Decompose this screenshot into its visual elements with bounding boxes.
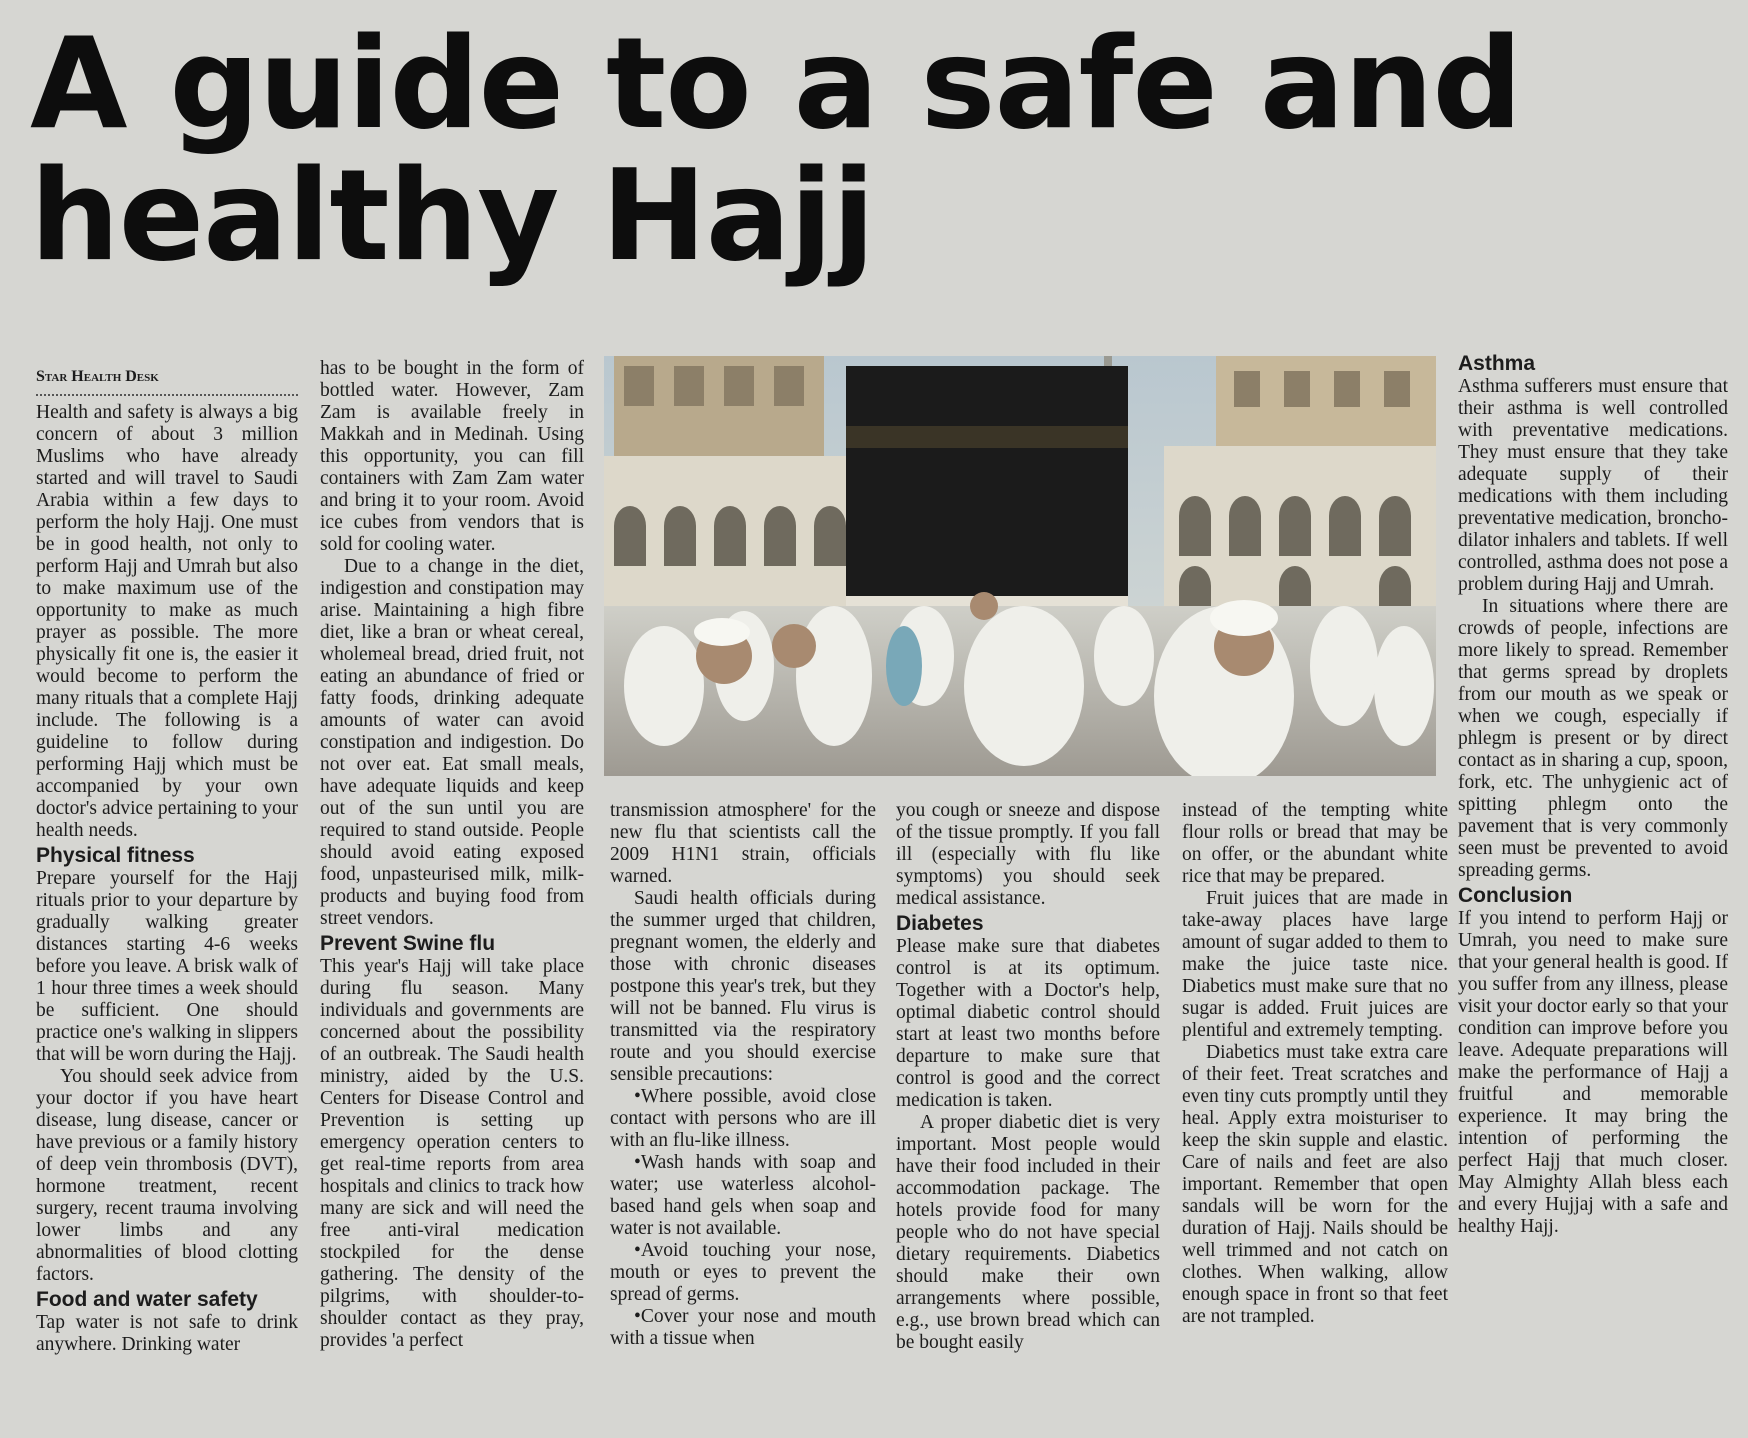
asthma-heading: Asthma [1458,352,1536,375]
conclusion-paragraph: If you intend to perform Hajj or Umrah, you need to make sure that your general health is good. If you suffer from any illness, please visit your doctor early so that your condition can improve before you leave. Adequate preparations will make the performance of Hajj a fruitful and memorable experience. It may bring the intention of performing the perfect Hajj that much closer. May Almighty Allah bless each and every Hujjaj with a safe and healthy Hajj. [1458,908,1728,1237]
kaaba-crowd-photo [604,356,1436,776]
fitness-paragraph-2: You should seek advice from your doctor if you have heart disease, lung disease, cancer or have previous or a family history of deep vein thrombosis (DVT), hormone treatment, recent surgery, recent trauma involving lower limbs and any abnormalities of blood clotting factors. [36,1066,298,1285]
photo-illustration [604,356,1436,776]
swine-flu-paragraph: This year's Hajj will take place during flu season. Many individuals and governments are concerned about the possibility of an outbreak. The Saudi health ministry, aided by the U.S. Centers for Disease Control and Prevention is setting up emergency operation centers to get real-time reports from area hospitals and clinics to track how many are sick and will need the free anti-viral medication stockpiled for the dense gathering. The density of the pilgrims, with shoulder-to-shoulder contact as they pray, provides 'a perfect [320,956,584,1351]
swine-flu-heading: Prevent Swine flu [320,932,496,955]
foot-care-paragraph: Diabetics must take extra care of their feet. Treat scratches and even tiny cuts promptly until they heal. Apply extra moisturiser to keep the skin supple and elastic. Care of nails and feet are also important. Remember that open sandals will be worn for the duration of Hajj. Nails should be well trimmed and not catch on clothes. When walking, allow enough space in front so that feet are not trampled. [1182,1042,1448,1327]
headline [30,10,1530,289]
diet-continued: instead of the tempting white flour rolls or bread that may be on offer, or the abundant white rice that may be prepared. [1182,800,1448,887]
intro-paragraph: Health and safety is always a big concern of about 3 million Muslims who have already started and will travel to Saudi Arabia within a few days to perform the holy Hajj. One must be in good health, not only to perform Hajj and Umrah but also to make maximum use of the opportunity to make as much prayer as possible. The more physically fit one is, the easier it would become to perform the many rituals that a complete Hajj include. The following is a guideline to follow during performing Hajj which must be accompanied by your own doctor's advice pertaining to your health needs. [36,402,298,841]
column-4 [896,800,1160,1354]
fruit-juice-paragraph: Fruit juices that are made in take-away places have large amount of sugar added to them to make the juice taste nice. Diabetics must make sure that no sugar is added. Fruit juices are plentiful and extremely tempting. [1182,888,1448,1041]
asthma-paragraph: Asthma sufferers must ensure that their asthma is well controlled with preventative medications. They must ensure that they take adequate supply of their medications with them including preventative medication, broncho-dilator inhalers and tablets. If well controlled, asthma does not pose a problem during Hajj and Umrah. [1458,376,1728,595]
column-3 [610,800,876,1350]
headline-line-1: A guide to a safe and [30,10,1522,157]
diabetes-paragraph-2: A proper diabetic diet is very important. Most people would have their food included in their accommodation package. The hotels provide food for many people who do not have special dietary requirements. Diabetics should make their own arrangements where possible, e.g., use brown bread which can be bought easily [896,1112,1160,1353]
food-water-heading: Food and water safety [36,1288,258,1311]
diabetes-paragraph-1: Please make sure that diabetes control is at its optimum. Together with a Doctor's help, optimal diabetic control should start at least two months before departure to make sure that control is good and the correct medication is taken. [896,936,1160,1111]
water-paragraph: has to be bought in the form of bottled water. However, Zam Zam is available freely in Makkah and in Medinah. Using this opportunity, you can fill containers with Zam Zam water and bring it to your room. Avoid ice cubes from vendors that is sold for cooling water. [320,358,584,555]
physical-fitness-heading: Physical fitness [36,844,195,867]
diet-paragraph: Due to a change in the diet, indigestion and constipation may arise. Maintaining a high fibre diet, like a bran or wheat cereal, wholemeal bread, dried fruit, not eating an abundance of fried or fatty foods, drinking adequate amounts of water can avoid constipation and indigestion. Do not over eat. Eat small meals, have adequate liquids and keep out of the sun until you are required to stand outside. People should avoid eating exposed food, unpasteurised milk, milk-products and buying food from street vendors. [320,556,584,929]
precaution-bullet-3: •Avoid touching your nose, mouth or eyes to prevent the spread of germs. [610,1240,876,1305]
conclusion-heading: Conclusion [1458,884,1573,907]
byline: Star Health Desk [36,366,298,396]
column-2 [320,358,584,1352]
column-5 [1182,800,1448,1328]
precaution-bullet-4: •Cover your nose and mouth with a tissue when [610,1306,876,1349]
headline-line-2: healthy Hajj [30,142,875,289]
precaution-bullet-1: •Where possible, avoid close contact with persons who are ill with an flu-like illness. [610,1086,876,1151]
diabetes-heading: Diabetes [896,912,984,935]
tissue-paragraph: you cough or sneeze and dispose of the tissue promptly. If you fall ill (especially with flu like symptoms) you should seek medical assistance. [896,800,1160,909]
column-1 [36,366,298,1356]
precaution-bullet-2: •Wash hands with soap and water; use waterless alcohol-based hand gels when soap and water is not available. [610,1152,876,1239]
fitness-paragraph-1: Prepare yourself for the Hajj rituals prior to your departure by gradually walking greater distances starting 4-6 weeks before you leave. A brisk walk of 1 hour three times a week should be sufficient. One should practice one's walking in slippers that will be worn during the Hajj. [36,868,298,1065]
saudi-officials-paragraph: Saudi health officials during the summer urged that children, pregnant women, the elderly and those with chronic diseases postpone this year's trek, but they will not be banned. Flu virus is transmitted via the respiratory route and you should exercise sensible precautions: [610,888,876,1085]
swine-flu-continued: transmission atmosphere' for the new flu that scientists call the 2009 H1N1 strain, officials warned. [610,800,876,887]
crowds-paragraph: In situations where there are crowds of people, infections are more likely to spread. Remember that germs spread by droplets from our mouth as we speak or when we cough, especially if phlegm is present or by direct contact as in sharing a cup, spoon, fork, etc. The unhygienic act of spitting phlegm onto the pavement that is very commonly seen must be prevented to avoid spreading germs. [1458,596,1728,881]
food-water-paragraph: Tap water is not safe to drink anywhere. Drinking water [36,1312,298,1355]
column-6 [1458,350,1728,1238]
